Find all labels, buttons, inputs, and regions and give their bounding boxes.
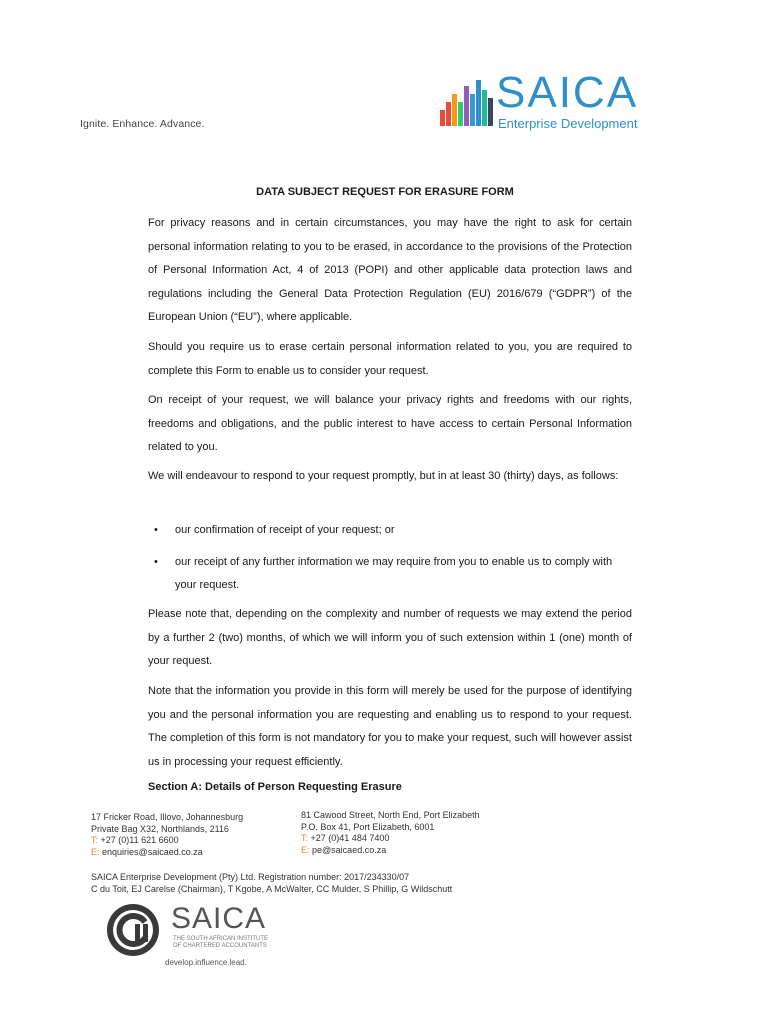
tel-label: T: [91, 835, 99, 845]
address-line: 17 Fricker Road, Illovo, Johannesburg [91, 812, 244, 822]
email-label: E: [301, 844, 310, 855]
institute-name [173, 936, 303, 950]
tel-label: T: [301, 833, 309, 843]
email-line [91, 847, 243, 859]
list-item [148, 519, 632, 543]
paragraph-require: Should you require us to erase certain personal information related to you, you are required to complete this Form to enable us to consider your request. [148, 341, 632, 377]
list-item-text: our receipt of any further information we may require from you to enable us to comply with your request. [175, 555, 613, 591]
paragraph-extension: Please note that, depending on the complexity and number of requests we may extend the period by a further 2 (two) months, of which we will inform you of such extension within 1 (one) month of your request. [148, 608, 632, 667]
institute-line: OF CHARTERED ACCOUNTANTS [173, 943, 267, 949]
saica-ca-icon [105, 902, 161, 958]
bullet-icon: • [154, 555, 158, 568]
saica-bars-icon [438, 72, 496, 132]
response-list [148, 519, 632, 606]
bullet-icon: • [154, 524, 158, 536]
phone-number: +27 (0)41 484 7400 [310, 833, 390, 843]
phone-number: +27 (0)11 621 6600 [100, 835, 179, 845]
address-port-elizabeth [301, 810, 480, 856]
address-line: 81 Cawood Street, North End, Port Elizabeth [301, 810, 480, 820]
list-item [148, 551, 632, 598]
paragraph-receipt: On receipt of your request, we will balance your privacy rights and freedoms with our rights, freedoms and obligations, and the public interest to have access to certain Personal Information related to you. [148, 394, 632, 453]
logo-subtitle: Enterprise Development [498, 116, 638, 131]
phone-line [301, 833, 480, 845]
email-label: E: [91, 846, 100, 857]
email-address[interactable]: enquiries@saicaed.co.za [102, 846, 203, 857]
page-title: DATA SUBJECT REQUEST FOR ERASURE FORM [256, 186, 514, 198]
registration-number: SAICA Enterprise Development (Pty) Ltd. Registration number: 2017/234330/07 [91, 872, 410, 882]
tagline: Ignite. Enhance. Advance. [80, 118, 205, 130]
paragraph-note: Note that the information you provide in this form will merely be used for the purpose of identifying you and the personal information you are requesting and enabling us to respond to your request. The completion of this form is not mandatory for you to make your request, such will however assist us in processing your request efficiently. [148, 685, 632, 768]
motto: develop.influence.lead. [165, 958, 247, 967]
phone-line [91, 835, 243, 847]
registration-info [91, 872, 452, 895]
list-item-text: our confirmation of receipt of your request; or [175, 524, 395, 536]
directors-list: C du Toit, EJ Carelse (Chairman), T Kgobe, A McWalter, CC Mulder, S Phillip, G Wildschutt [91, 883, 453, 894]
saica-logo [105, 902, 305, 980]
paragraph-privacy: For privacy reasons and in certain circumstances, you may have the right to ask for certain personal information relating to you to be erased, in accordance to the provisions of the Protection of Personal Information Act, 4 of 2013 (POPI) and other applicable data protection laws and regulations including the General Data Protection Regulation (EU) 2016/679 (“GDPR”) of the European Union (“EU”), where applicable. [148, 217, 632, 323]
section-a-heading: Section A: Details of Person Requesting Erasure [148, 781, 402, 793]
paragraph-respond: We will endeavour to respond to your request promptly, but in at least 30 (thirty) days, as follows: [148, 470, 619, 482]
address-johannesburg [91, 812, 243, 858]
logo-word: SAICA [171, 902, 267, 935]
email-address[interactable]: pe@saicaed.co.za [312, 844, 387, 855]
email-line [301, 845, 480, 857]
institute-line: THE SOUTH AFRICAN INSTITUTE [173, 936, 269, 942]
logo-word: SAICA [496, 68, 639, 117]
saica-ed-logo [438, 68, 668, 134]
address-line: Private Bag X32, Northlands, 2116 [91, 823, 229, 834]
address-line: P.O. Box 41, Port Elizabeth, 6001 [301, 821, 435, 832]
